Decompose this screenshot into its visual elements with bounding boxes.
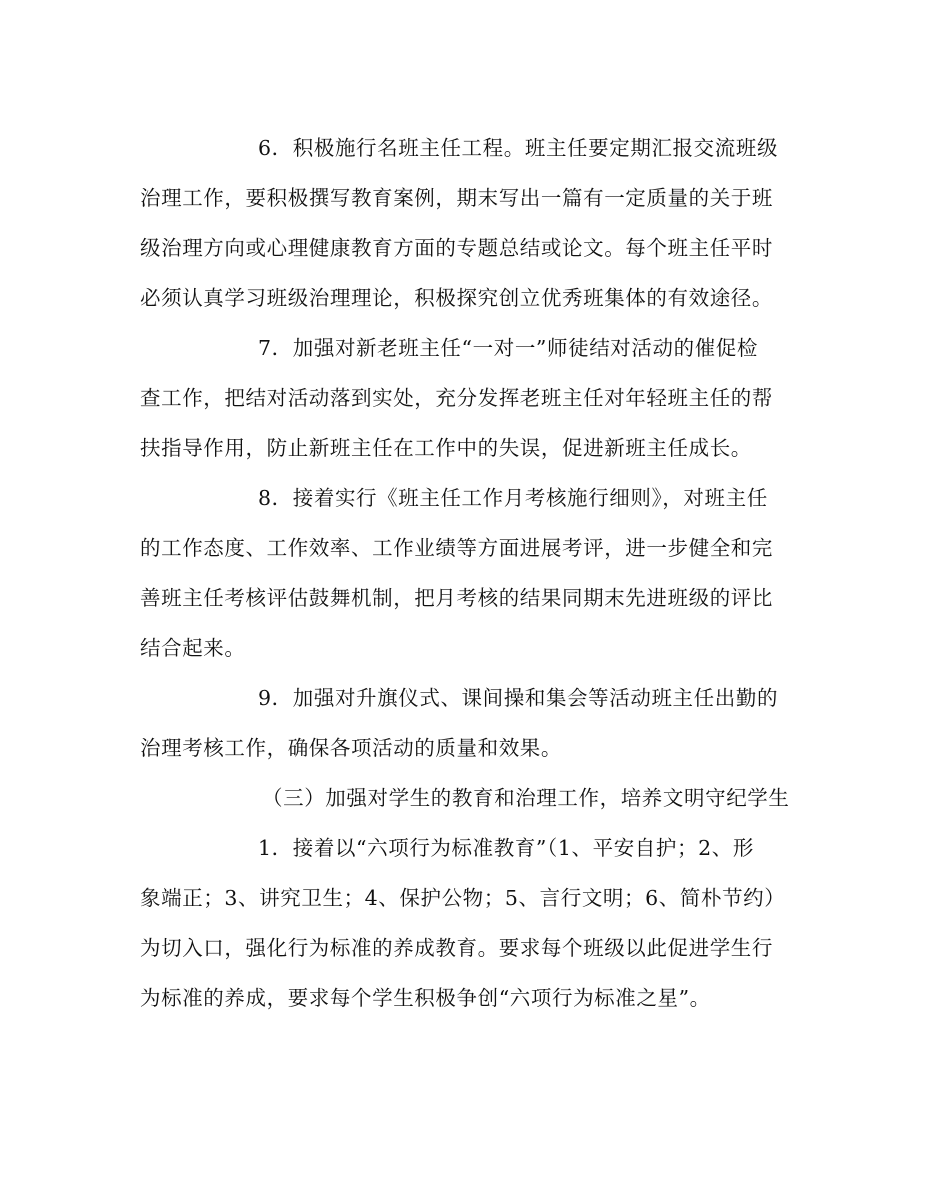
paragraph-8-line-1: 8．接着实行《班主任工作月考核施行细则》，对班主任 [258,486,768,510]
paragraph-1-line-3: 为切入口，强化行为标准的养成教育。要求每个班级以此促进学生行 [140,936,773,960]
paragraph-8-line-2: 的工作态度、工作效率、工作业绩等方面进展考评，进一步健全和完 [140,536,773,560]
paragraph-9-line-2: 治理考核工作，确保各项活动的质量和效果。 [140,736,562,760]
section-heading-3: （三）加强对学生的教育和治理工作，培养文明守纪学生 [262,786,790,810]
paragraph-6-line-4: 必须认真学习班级治理理论，积极探究创立优秀班集体的有效途径。 [140,286,773,310]
paragraph-9-line-1: 9．加强对升旗仪式、课间操和集会等活动班主任出勤的 [258,686,779,710]
paragraph-8-line-3: 善班主任考核评估鼓舞机制，把月考核的结果同期末先进班级的评比 [140,586,773,610]
paragraph-6-line-2: 治理工作，要积极撰写教育案例，期末写出一篇有一定质量的关于班 [140,186,773,210]
paragraph-6-line-3: 级治理方向或心理健康教育方面的专题总结或论文。每个班主任平时 [140,236,773,260]
paragraph-6-line-1: 6．积极施行名班主任工程。班主任要定期汇报交流班级 [258,136,779,160]
paragraph-7-line-3: 扶指导作用，防止新班主任在工作中的失误，促进新班主任成长。 [140,436,752,460]
paragraph-1-line-1: 1．接着以“六项行为标准教育”（1、平安自护；2、形 [258,836,754,860]
paragraph-1-line-4: 为标准的养成，要求每个学生积极争创“六项行为标准之星”。 [140,986,711,1010]
paragraph-1-line-2: 象端正；3、讲究卫生；4、保护公物；5、言行文明；6、简朴节约） [140,886,786,910]
paragraph-8-line-4: 结合起来。 [140,636,246,660]
paragraph-7-line-2: 查工作，把结对活动落到实处，充分发挥老班主任对年轻班主任的帮 [140,386,773,410]
paragraph-7-line-1: 7．加强对新老班主任“一对一”师徒结对活动的催促检 [258,336,759,360]
